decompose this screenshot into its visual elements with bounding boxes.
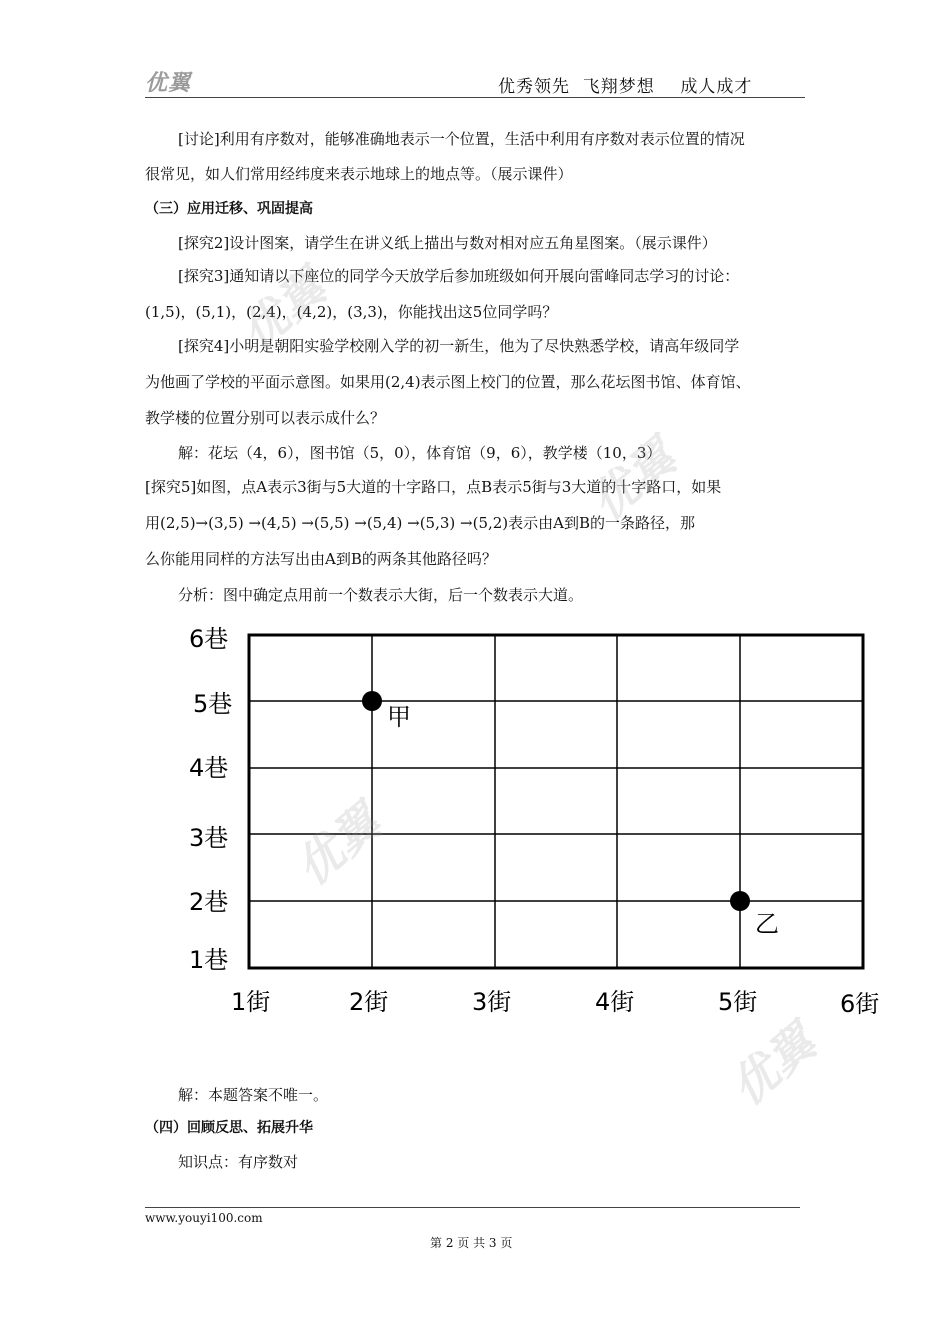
explore-3-text-1: [探究3]通知请以下座位的同学今天放学后参加班级如何开展向雷峰同志学习的讨论： [178, 267, 740, 285]
page-number: 第 2 页 共 3 页 [430, 1236, 513, 1250]
header-divider [145, 97, 805, 98]
column-label: 1街 [231, 988, 271, 1016]
watermark-logo: 优翼 [580, 430, 686, 531]
point-b-marker [730, 891, 750, 911]
row-label: 5巷 [193, 690, 233, 718]
grid-lines [249, 635, 863, 968]
row-label: 3巷 [189, 824, 229, 852]
point-a-label: 甲 [387, 703, 411, 731]
column-label: 3街 [472, 988, 512, 1016]
column-label: 2街 [349, 988, 389, 1016]
row-label: 6巷 [189, 625, 229, 653]
header-slogan: 优秀领先 飞翔梦想 成人成才 [498, 77, 753, 97]
section-heading-3: （三）应用迁移、巩固提高 [145, 201, 313, 217]
point-b-label: 乙 [755, 910, 779, 938]
section-heading-4: （四）回顾反思、拓展升华 [145, 1120, 313, 1136]
solution-4-text: 解：花坛（4，6），图书馆（5，0），体育馆（9，6），教学楼（10，3） [178, 444, 662, 462]
column-labels [231, 988, 879, 1018]
explore-4-text-2: 为他画了学校的平面示意图。如果用(2,4)表示图上校门的位置，那么花坛图书馆、体育馆、 [145, 373, 751, 391]
footer-divider [145, 1207, 800, 1208]
watermark-logo: 优翼 [285, 795, 391, 896]
watermark-logo: 优翼 [230, 260, 336, 361]
analysis-text: 分析：图中确定点用前一个数表示大街，后一个数表示大道。 [178, 586, 584, 604]
watermark-logo: 优翼 [720, 1015, 826, 1116]
row-label: 4巷 [189, 754, 229, 782]
knowledge-point-text: 知识点：有序数对 [178, 1153, 299, 1171]
discussion-text-2: 很常见，如人们常用经纬度来表示地球上的地点等。（展示课件） [145, 165, 573, 183]
logo: 优翼 [145, 71, 192, 96]
discussion-text-1: [讨论]利用有序数对，能够准确地表示一个位置，生活中利用有序数对表示位置的情况 [178, 130, 745, 148]
explore-5-text-3: 么你能用同样的方法写出由A到B的两条其他路径吗？ [145, 550, 497, 568]
explore-2-text: [探究2]设计图案，请学生在讲义纸上描出与数对相对应五角星图案。（展示课件） [178, 234, 717, 252]
row-labels [189, 625, 232, 974]
row-label: 2巷 [189, 888, 229, 916]
explore-3-text-2: (1,5)，(5,1)，(2,4)，(4,2)，(3,3)，你能找出这5位同学吗？ [145, 303, 558, 321]
explore-5-text-1: [探究5]如图，点A表示3街与5大道的十字路口，点B表示5街与3大道的十字路口，如果 [145, 478, 722, 496]
row-label: 1巷 [189, 946, 229, 974]
column-label: 6街 [840, 990, 880, 1018]
explore-5-text-2: 用(2,5)→(3,5) →(4,5) →(5,5) →(5,4) →(5,3) →(5,2)表示由A到B的一条路径，那 [145, 514, 696, 532]
footer-url: www.youyi100.com [145, 1211, 263, 1225]
column-label: 5街 [718, 988, 758, 1016]
solution-5-text: 解：本题答案不唯一。 [178, 1086, 329, 1104]
explore-4-text-3: 教学楼的位置分别可以表示成什么？ [145, 409, 386, 427]
grid-border [249, 635, 863, 968]
explore-4-text-1: [探究4]小明是朝阳实验学校刚入学的初一新生，他为了尽快熟悉学校，请高年级同学 [178, 337, 740, 355]
point-a-marker [362, 691, 382, 711]
column-label: 4街 [595, 988, 635, 1016]
